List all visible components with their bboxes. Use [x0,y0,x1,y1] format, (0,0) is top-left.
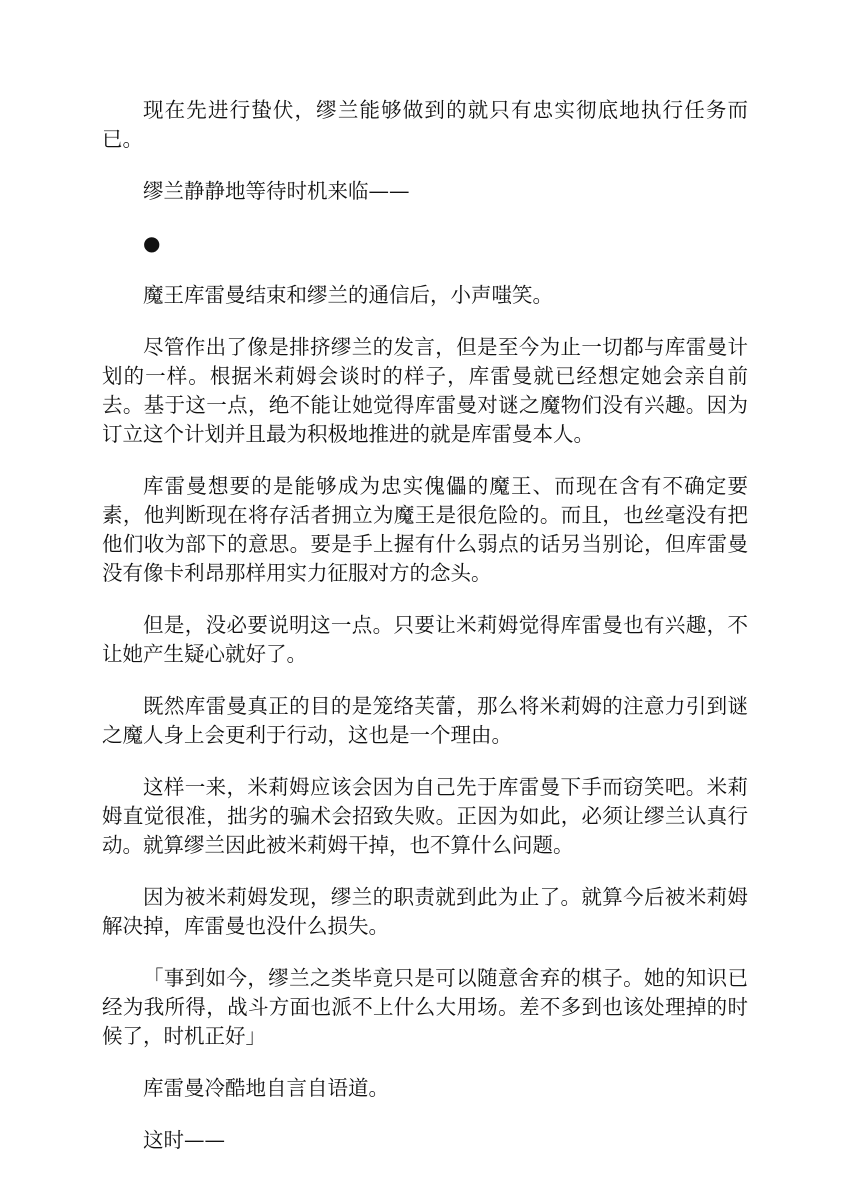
paragraph: 这时—— [143,1128,225,1152]
paragraph: 既然库雷曼真正的目的是笼络芙蕾，那么将米莉姆的注意力引到谜之魔人身上会更利于行动，这也是一个理由。 [102,694,748,747]
paragraph: 缪兰静静地等待时机来临—— [143,179,410,203]
paragraph: 库雷曼想要的是能够成为忠实傀儡的魔王、而现在含有不确定要素，他判断现在将存活者拥立为魔王是很危险的。而且，也丝毫没有把他们收为部下的意思。要是手上握有什么弱点的话另当别论，但库雷曼没有像卡利昂那样用实力征服对方的念头。 [102,474,748,585]
paragraph: 尽管作出了像是排挤缪兰的发言，但是至今为止一切都与库雷曼计划的一样。根据米莉姆会谈时的样子，库雷曼就已经想定她会亲自前去。基于这一点，绝不能让她觉得库雷曼对谜之魔物们没有兴趣。因为订立这个计划并且最为积极地推进的就是库雷曼本人。 [102,335,748,446]
paragraph: 但是，没必要说明这一点。只要让米莉姆觉得库雷曼也有兴趣，不让她产生疑心就好了。 [102,613,748,666]
paragraph: 库雷曼冷酷地自言自语道。 [143,1076,389,1100]
paragraph: 这样一来，米莉姆应该会因为自己先于库雷曼下手而窃笑吧。米莉姆直觉很准，拙劣的骗术会招致失败。正因为如此，必须让缪兰认真行动。就算缪兰因此被米莉姆干掉，也不算什么问题。 [102,775,748,857]
section-separator-bullet: ● [143,231,161,255]
dialogue-paragraph: 「事到如今，缪兰之类毕竟只是可以随意舍弃的棋子。她的知识已经为我所得，战斗方面也派不上什么大用场。差不多到也该处理掉的时候了，时机正好」 [102,966,748,1048]
paragraph: 魔王库雷曼结束和缪兰的通信后，小声嗤笑。 [143,283,553,307]
document-body [102,96,748,1178]
paragraph: 因为被米莉姆发现，缪兰的职责就到此为止了。就算今后被米莉姆解决掉，库雷曼也没什么损失。 [102,885,748,938]
paragraph: 现在先进行蛰伏，缪兰能够做到的就只有忠实彻底地执行任务而已。 [102,98,748,151]
